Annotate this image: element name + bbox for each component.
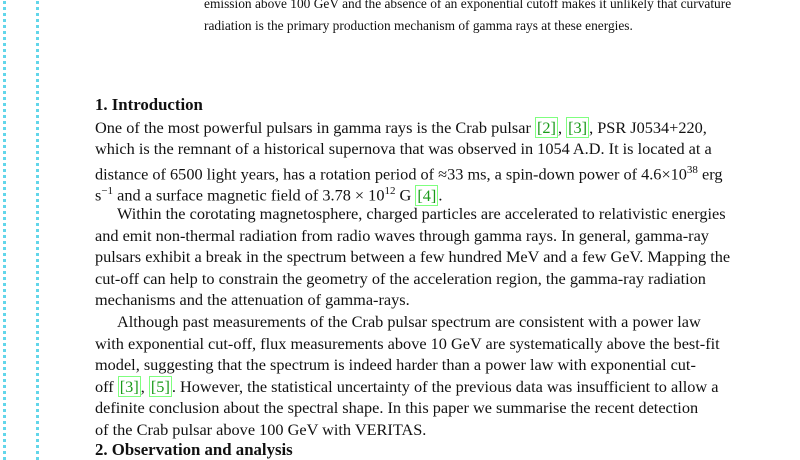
paragraph-line <box>95 181 800 203</box>
superscript: 12 <box>384 185 396 198</box>
paragraph-line <box>95 376 800 398</box>
section-heading-next: 2. Observation and analysis <box>95 440 293 459</box>
text-run: erg <box>697 164 723 184</box>
paragraph-line: Within the corotating magnetosphere, charged particles are accelerated to relativistic energies <box>117 203 726 223</box>
paragraph-line <box>95 160 800 182</box>
text-run: . However, the statistical uncertainty of the previous data was insufficient to allow a <box>171 376 719 396</box>
arxiv-identifier <box>2 4 46 450</box>
arxiv-sidebar <box>0 0 44 450</box>
section-heading: 1. Introduction <box>95 95 203 114</box>
text-run: s <box>95 185 102 205</box>
abstract-line: emission above 100 GeV and the absence of an exponential cutoff makes it unlikely that curvature <box>204 0 732 11</box>
paragraph-line: and emit non-thermal radiation from radio waves through gamma rays. In general, gamma-ray <box>95 225 709 245</box>
paragraph-2 <box>95 203 800 311</box>
arxiv-identifier-text <box>0 0 2 450</box>
paragraph-line: of the Crab pulsar above 100 GeV with VERITAS. <box>95 419 427 439</box>
text-run: and a surface magnetic field of 3.78 × 10 <box>113 185 385 205</box>
citation-link[interactable]: [5] <box>150 376 170 396</box>
text-run: One of the most powerful pulsars in gamma rays is the Crab pulsar <box>95 117 531 137</box>
citation-link[interactable]: [3] <box>119 376 139 396</box>
section-introduction <box>95 94 800 441</box>
paragraph-line: which is the remnant of a historical supernova that was observed in 1054 A.D. It is located at a <box>95 139 712 159</box>
citation-link[interactable]: [3] <box>568 117 588 137</box>
paragraph-3 <box>95 311 800 441</box>
superscript: 38 <box>686 163 698 176</box>
superscript: −1 <box>101 185 114 198</box>
paragraph-line: mechanisms and the attenuation of gamma-rays. <box>95 290 410 310</box>
citation-link[interactable]: [2] <box>536 117 556 137</box>
text-run: off <box>95 376 118 396</box>
text-run: , PSR J0534+220, <box>589 117 707 137</box>
paragraph-line: pulsars exhibit a break in the spectrum between a few hundred MeV and a few GeV. Mapping the <box>95 247 731 267</box>
text-run: distance of 6500 light years, has a rotation period of ≈33 ms, a spin-down power of 4.6×10 <box>95 164 687 184</box>
paragraph-line: Although past measurements of the Crab pulsar spectrum are consistent with a power law <box>117 311 701 331</box>
paragraph-line: with exponential cut-off, flux measurements above 10 GeV are systematically above the best-fit <box>95 333 720 353</box>
paragraph-line: cut-off can help to constrain the geometry of the acceleration region, the gamma-ray radiation <box>95 268 706 288</box>
text-run: . <box>438 185 443 205</box>
paragraph-line <box>95 117 800 139</box>
paragraph-line: model, suggesting that the spectrum is indeed harder than a power law with exponential cut- <box>95 355 696 375</box>
abstract-line: radiation is the primary production mechanism of gamma rays at these energies. <box>204 17 633 33</box>
citation-link[interactable]: [4] <box>417 185 437 205</box>
text-run: , <box>140 376 149 396</box>
paragraph-1 <box>95 117 800 203</box>
text-run: G <box>395 185 416 205</box>
text-run: , <box>557 117 567 137</box>
abstract-tail <box>204 0 800 38</box>
paragraph-line: definite conclusion about the spectral shape. In this paper we summarise the recent detection <box>95 398 699 418</box>
